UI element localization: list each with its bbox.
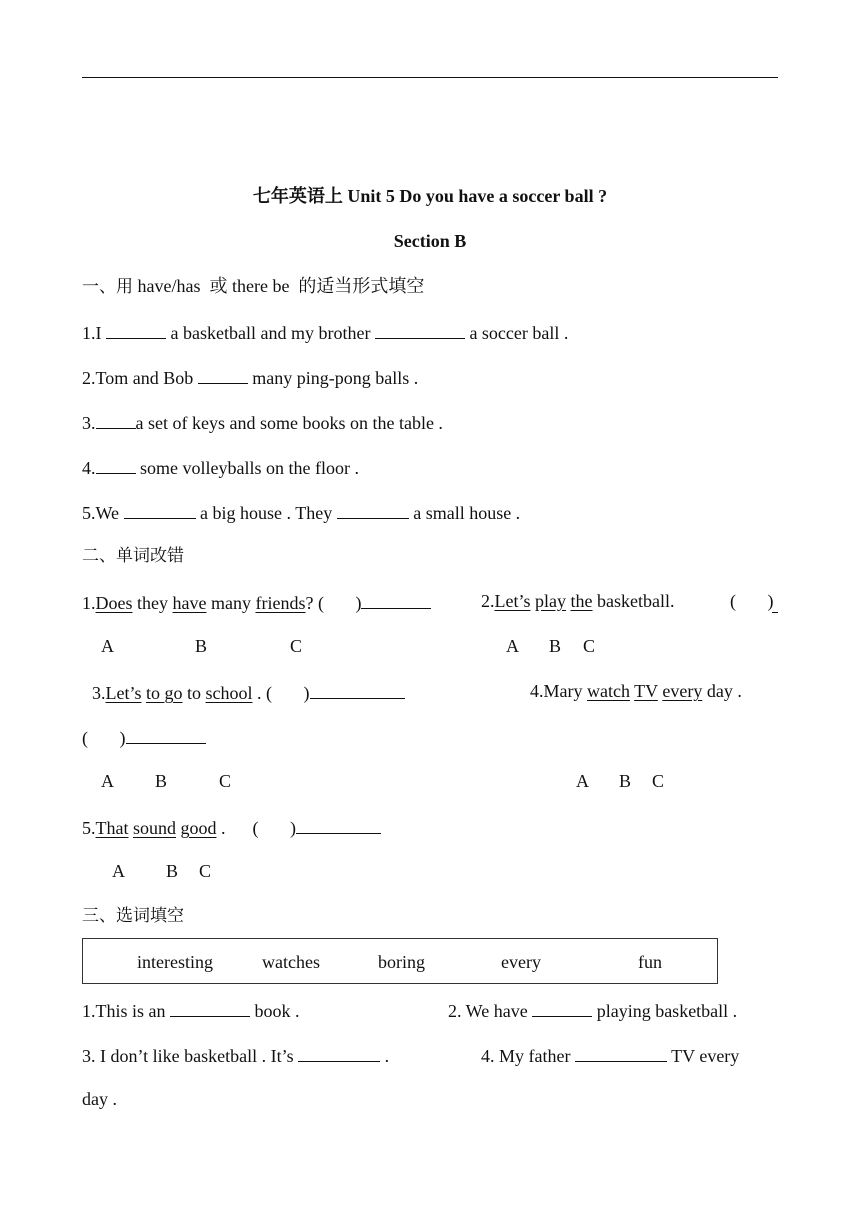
answer-blank[interactable] [310,680,405,699]
letter-a: A [101,771,114,791]
answer-blank[interactable] [124,500,196,519]
part2-question-1: 1.Does they have many friends? ( ) [82,590,431,614]
part3-question-4: 4. My father TV every [481,1043,739,1067]
word-bank [82,938,718,984]
word-bank-item: watches [262,952,320,972]
part1-question-4: 4. some volleyballs on the floor . [82,455,359,479]
word-bank-item: boring [378,952,425,972]
part1-question-1: 1.I a basketball and my brother a soccer ball . [82,320,568,344]
page-title: 七年英语上 Unit 5 Do you have a soccer ball ? [252,186,608,206]
part2-question-2: 2.Let’s play the basketball. [481,591,675,611]
part2-question-2-paren: ( ) [730,591,774,611]
answer-blank[interactable] [96,455,136,474]
answer-blank[interactable] [126,725,206,744]
answer-blank[interactable] [361,590,431,609]
answer-blank[interactable] [106,320,166,339]
answer-blank[interactable] [375,320,465,339]
part3-question-3: 3. I don’t like basketball . It’s . [82,1043,389,1067]
word-bank-item: every [501,952,541,972]
part3-heading: 三、选词填空 [82,906,184,926]
part2-question-4: 4.Mary watch TV every day . [530,681,742,701]
part1-heading: 一、用 have/has 或 there be 的适当形式填空 [82,276,425,297]
part3-question-2: 2. We have playing basketball . [448,998,737,1022]
letter-c: C [652,771,665,791]
part3-question-4-continued: day . [82,1089,117,1109]
header-rule [82,77,778,78]
part3-question-1: 1.This is an book . [82,998,300,1022]
part1-question-3: 3. a set of keys and some books on the table . [82,410,443,434]
section-title: Section B [393,231,467,251]
part2-heading: 二、单词改错 [82,546,184,566]
part2-question-3: 3.Let’s to go to school . ( ) [92,680,405,704]
letter-c: C [583,636,596,656]
answer-blank[interactable] [532,998,592,1017]
letter-a: A [576,771,589,791]
answer-blank[interactable] [170,998,250,1017]
part1-question-2: 2.Tom and Bob many ping-pong balls . [82,365,418,389]
answer-blank[interactable] [296,815,381,834]
letter-b: B [195,636,208,656]
letter-b: B [166,861,179,881]
letter-a: A [506,636,519,656]
letter-b: B [155,771,168,791]
answer-blank[interactable] [337,500,409,519]
letter-c: C [290,636,303,656]
answer-blank[interactable] [772,594,778,613]
part2-question-5: 5.That sound good . ( ) [82,815,381,839]
answer-blank[interactable] [198,365,248,384]
answer-blank[interactable] [96,410,136,429]
letter-c: C [219,771,232,791]
letter-a: A [112,861,125,881]
answer-blank[interactable] [298,1043,380,1062]
answer-blank[interactable] [575,1043,667,1062]
word-bank-item: interesting [137,952,213,972]
letter-c: C [199,861,212,881]
letter-b: B [619,771,632,791]
word-bank-item: fun [638,952,662,972]
part2-question-4-answer: ( ) [82,725,206,749]
letter-b: B [549,636,562,656]
letter-a: A [101,636,114,656]
part1-question-5: 5.We a big house . They a small house . [82,500,520,524]
